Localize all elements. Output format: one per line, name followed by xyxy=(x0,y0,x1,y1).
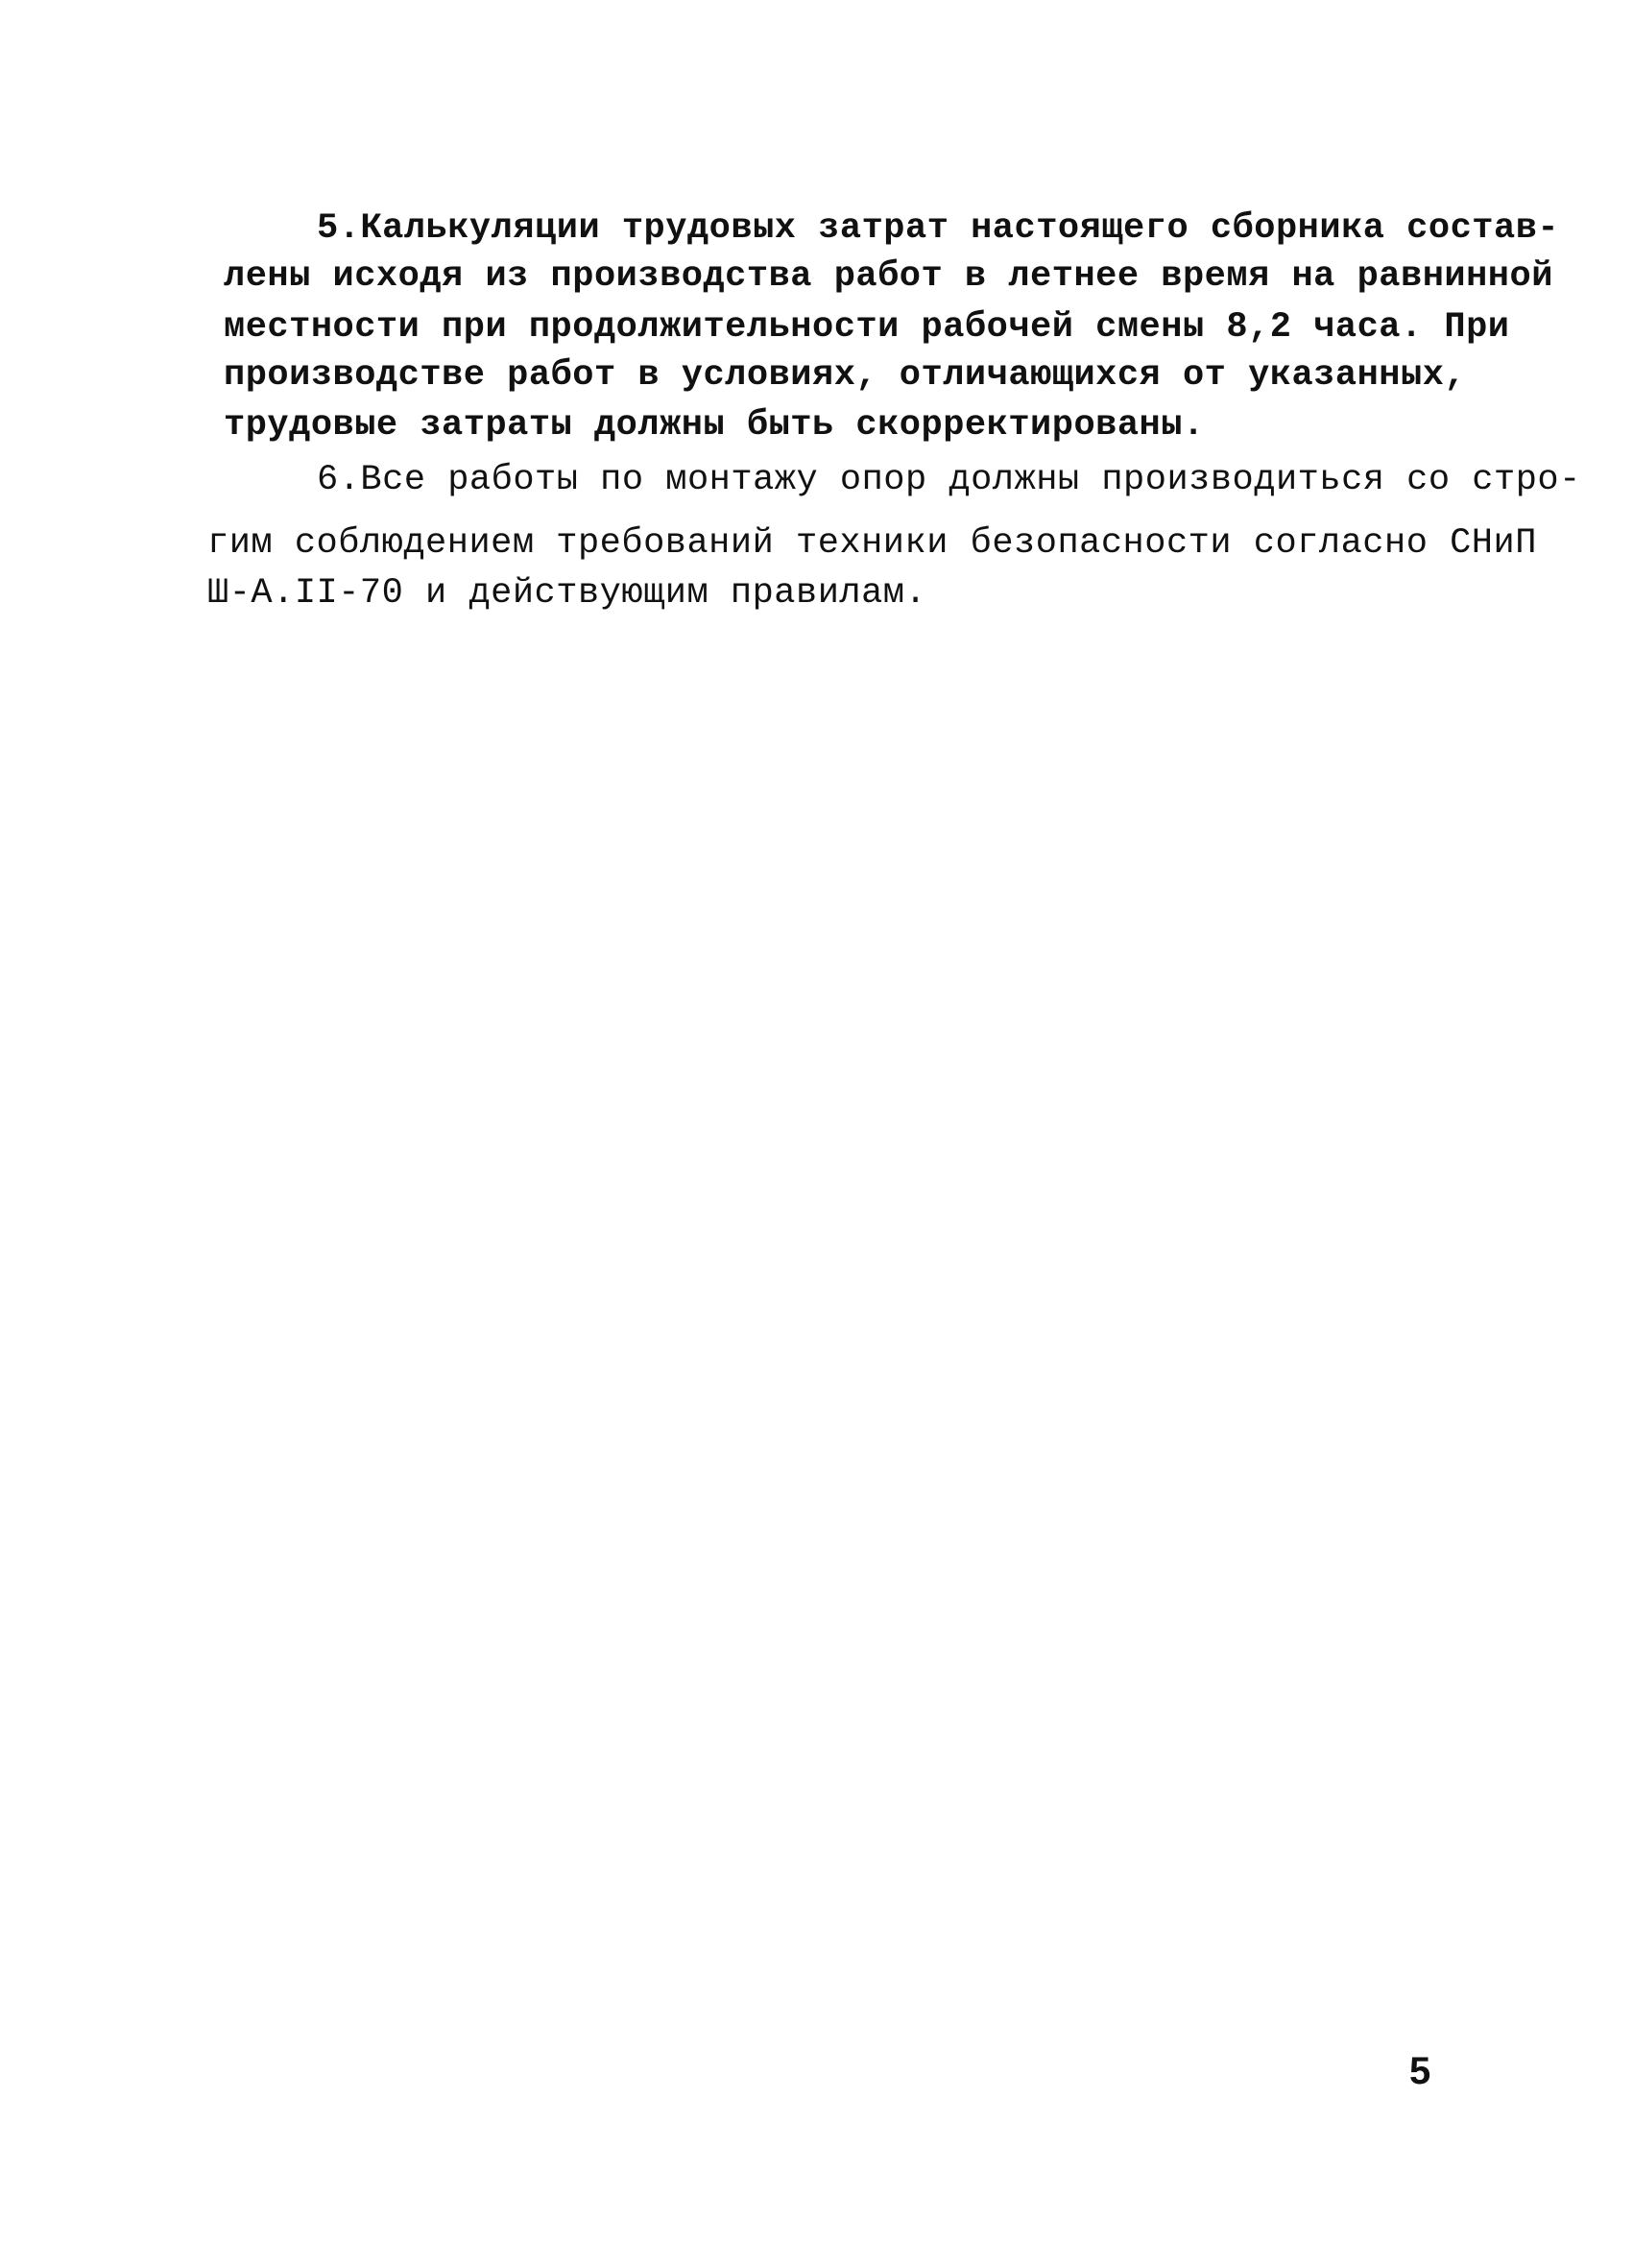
paragraph-6-line-3: Ш-А.II-70 и действующим правилам. xyxy=(207,573,927,614)
paragraph-5-line-1: 5.Калькуляции трудовых затрат настоящего сборника состав- xyxy=(317,208,1560,249)
page-number: 5 xyxy=(1409,2050,1431,2092)
paragraph-5-line-4: производстве работ в условиях, отличающихся от указанных, xyxy=(224,355,1467,396)
paragraph-5-line-5: трудовые затраты должны быть скорректированы. xyxy=(224,405,1205,446)
paragraph-6-line-1: 6.Все работы по монтажу опор должны производиться со стро- xyxy=(317,460,1581,500)
paragraph-6-line-2: гим соблюдением требований техники безопасности согласно СНиП xyxy=(207,523,1537,564)
paragraph-5-line-3: местности при продолжительности рабочей смены 8,2 часа. При xyxy=(224,307,1510,348)
paragraph-5-line-2: лены исходя из производства работ в летнее время на равнинной xyxy=(224,256,1553,297)
